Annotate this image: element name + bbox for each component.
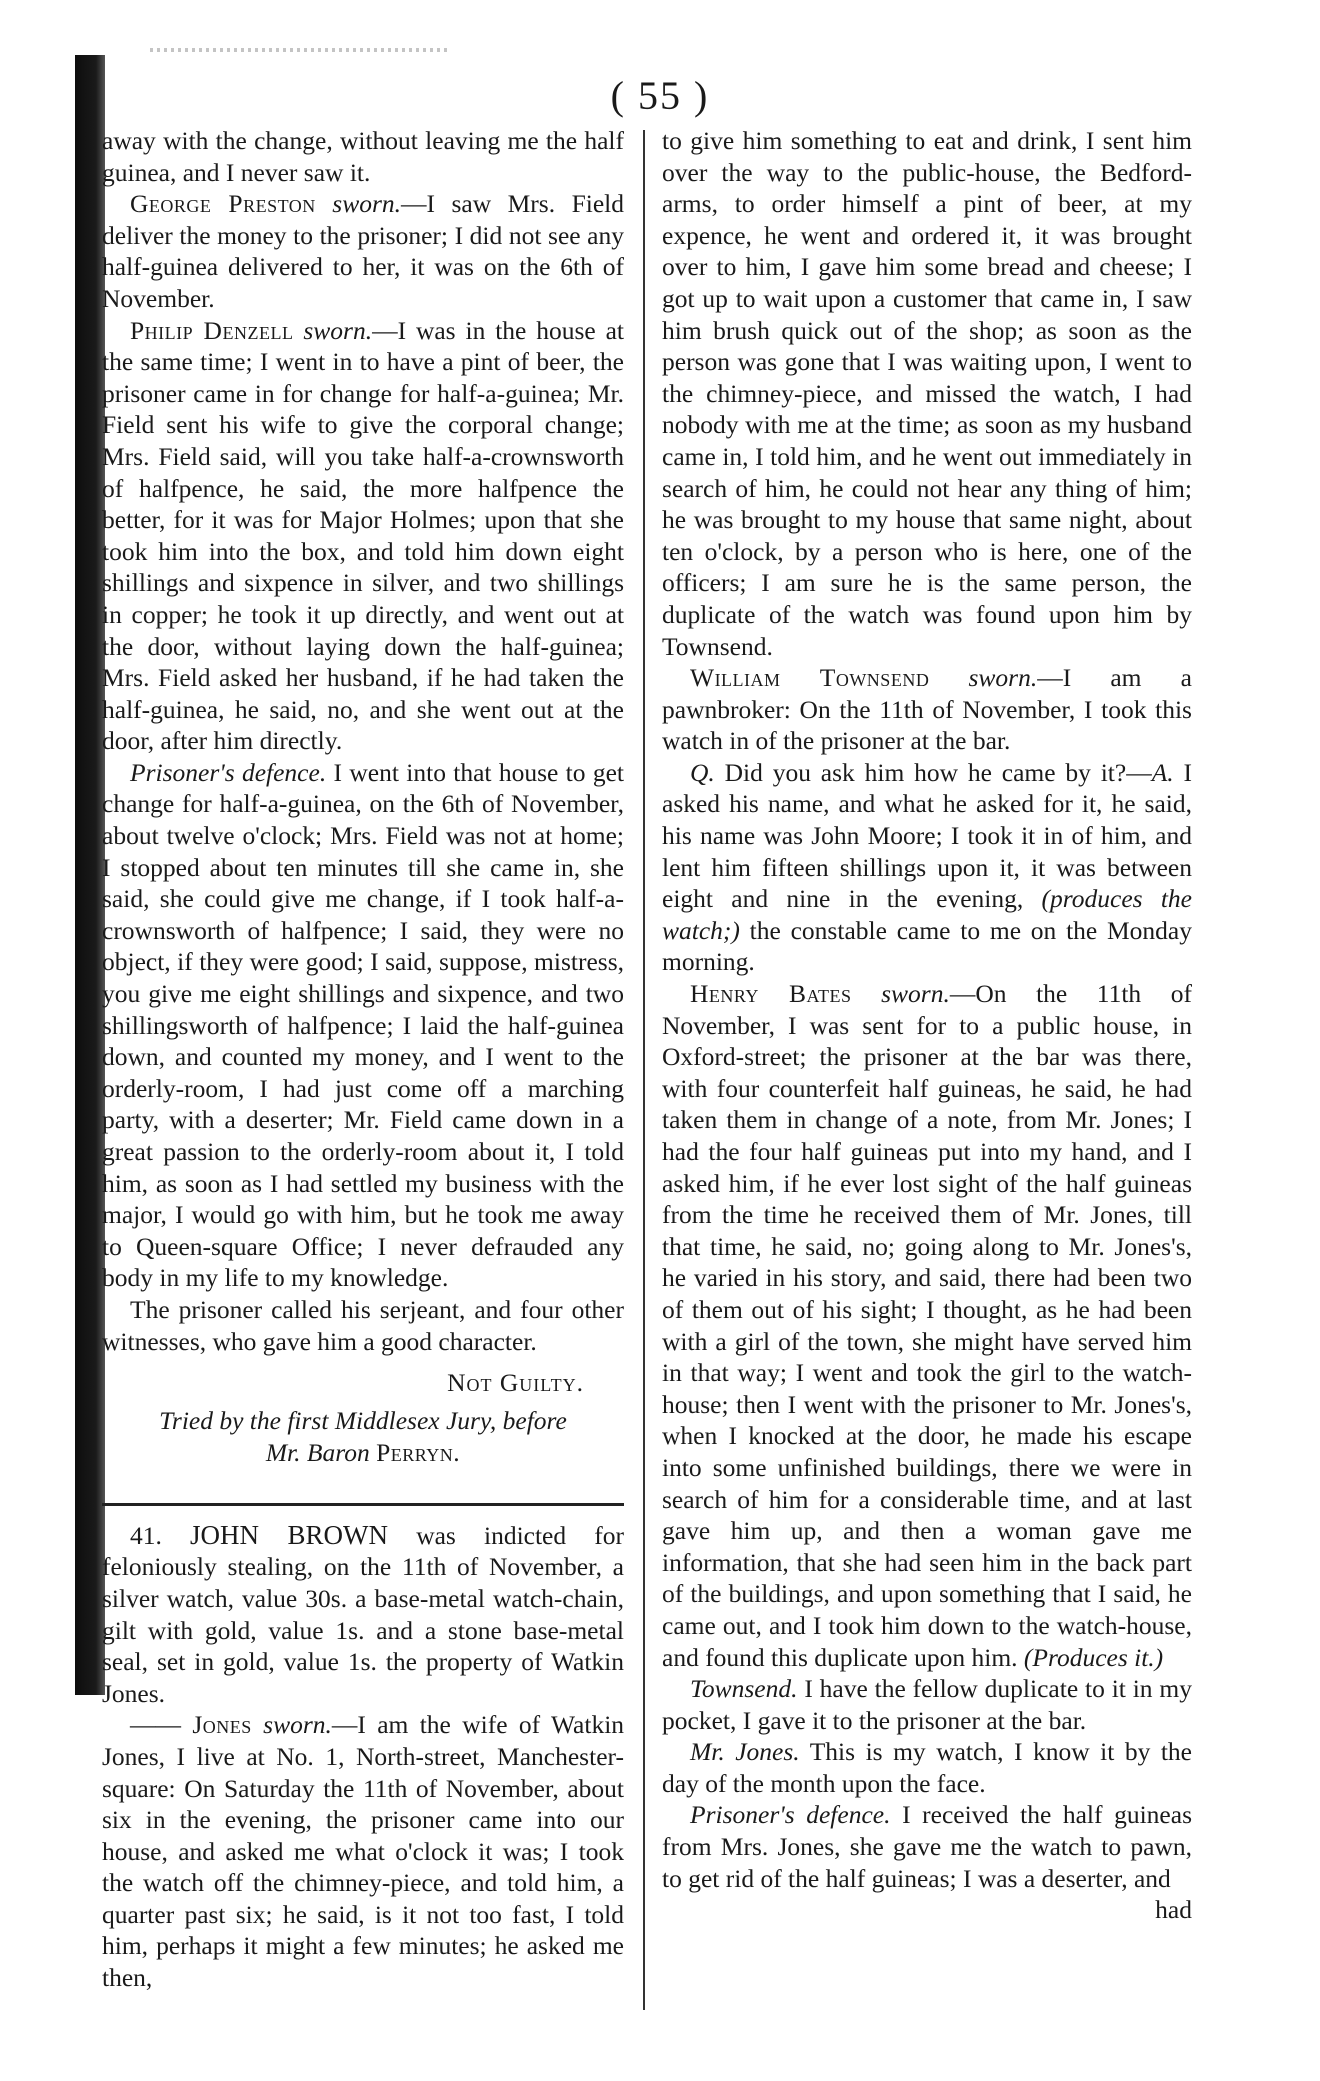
answer-tail: the constable came to me on the Monday morning. xyxy=(662,915,1192,977)
paragraph: away with the change, without leaving me the half guinea, and I never saw it. xyxy=(102,126,624,187)
sworn-label: sworn. xyxy=(968,663,1038,693)
trial-line-2-prefix: Mr. Baron xyxy=(265,1437,377,1467)
right-column xyxy=(662,125,1192,1926)
question-text: Did you ask him how he came by it?— xyxy=(714,757,1152,787)
column-divider xyxy=(643,130,645,2010)
dash: —— xyxy=(130,1710,193,1740)
testimony-text: This is my watch, I know it by the day of the month upon the face. xyxy=(662,1737,1192,1798)
paragraph xyxy=(662,662,1192,757)
paragraph xyxy=(102,188,624,314)
paragraph xyxy=(102,757,624,1294)
paragraph xyxy=(662,1673,1192,1736)
defence-text: I received the half guineas from Mrs. Jones, she gave me the watch to pawn, to get rid of the half guineas; I was a deserter, and xyxy=(662,1800,1192,1893)
witness-name: George Preston xyxy=(130,189,316,219)
defence-label: Prisoner's defence. xyxy=(690,1800,891,1830)
sworn-label: sworn. xyxy=(332,189,401,219)
scan-specks xyxy=(150,48,450,52)
defence-label: Prisoner's defence. xyxy=(130,757,327,787)
witness-name: William Townsend xyxy=(690,663,930,693)
testimony-text: I have the fellow duplicate to it in my pocket, I gave it to the prisoner at the bar. xyxy=(662,1674,1192,1735)
answer-text: I asked his name, and what he asked for it, he said, his name was John Moore; I took it in of him, and lent him fifteen shillings upon it, it was between eight and nine in the evening, xyxy=(662,757,1192,914)
testimony-text: —I was in the house at the same time; I went in to have a pint of beer, the prisoner came in for change for half-a-guinea; Mr. Field sent his wife to give the corporal change; Mrs. Field said, will you take half-a-crownsworth of halfpence, he said, the more halfpence the better, for it was for Major Holmes; upon that she took him into the box, and told him down eight shillings and sixpence in silver, and two shillings in copper; he took it up directly, and went out at the door, without laying down the half-guinea; Mrs. Field asked her husband, if he had taken the half-guinea, he said, no, and she went out at the door, after him directly. xyxy=(102,315,625,756)
trial-line xyxy=(102,1405,624,1469)
witness-name: Jones xyxy=(192,1710,252,1740)
paragraph xyxy=(662,1799,1192,1894)
indictment-text: was indicted for feloniously stealing, on the 11th of November, a silver watch, value 30s. a base-metal watch-chain, gilt with gold, value 1s. and a stone base-metal seal, set in gold, value 1s. the property of Watkin Jones. xyxy=(102,1520,624,1708)
trial-line-1: Tried by the first Middlesex Jury, before xyxy=(159,1405,567,1435)
testimony-text: —I am the wife of Watkin Jones, I live at No. 1, North-street, Manchester-square: On Saturday the 11th of November, about six in the evening, the prisoner came into our house, and asked me what o'clock it was; I took the watch off the chimney-piece, and told him, a quarter past six; he said, is it not too fast, I told him, perhaps it might a few minutes; he asked me then, xyxy=(102,1710,625,1993)
witness-name: Philip Denzell xyxy=(130,315,294,345)
section-rule xyxy=(102,1503,624,1506)
question-label: Q. xyxy=(690,757,715,787)
binding-edge xyxy=(75,55,105,1695)
defence-text: I went into that house to get change for half-a-guinea, on the 6th of November, about twelve o'clock; Mrs. Field was not at home; I stopped about ten minutes till she came in, she said, she could give me change, if I took half-a-crownsworth of halfpence; I said, they were no object, if they were good; I said, suppose, mistress, you give me eight shillings and sixpence, and two shillingsworth of halfpence; I laid the half-guinea down, and counted my money, and I went to the orderly-room, I had just come off a marching party, with a deserter; Mr. Field came down in a great passion to the orderly-room about it, I told him, as soon as I had settled my business with the major, I would go with him, but he took me away to Queen-square Office; I never defrauded any body in my life to my knowledge. xyxy=(102,757,625,1293)
testimony-text: —I saw Mrs. Field deliver the money to the prisoner; I did not see any half-guinea delivered to her, it was on the 6th of November. xyxy=(102,189,624,313)
defendant-name: JOHN BROWN xyxy=(190,1519,389,1550)
paragraph: to give him something to eat and drink, I sent him over the way to the public-house, the Bedford-arms, to order himself a pint of beer, at my expence, he went and ordered it, it was brought over to him, I gave him some bread and cheese; I got up to wait upon a customer that came in, I saw him brush quick out of the shop; as soon as the person was gone that I was waiting upon, I went to the chimney-piece, and missed the watch, I had nobody with me at the time; as soon as my husband came in, I told him, and he went out immediately in search of him, he could not hear any thing of him; he was brought to my house that same night, about ten o'clock, by a person who is here, one of the officers; I am sure he is the same person, the duplicate of the watch was found upon him by Townsend. xyxy=(662,126,1192,661)
case-number: 41. xyxy=(130,1520,162,1550)
paragraph xyxy=(662,757,1192,978)
paragraph xyxy=(662,1736,1192,1799)
sworn-label: sworn. xyxy=(303,315,373,345)
paragraph xyxy=(102,315,624,757)
stage-direction: (Produces it.) xyxy=(1023,1642,1164,1672)
page-number: ( 55 ) xyxy=(610,73,710,118)
answer-label: A. xyxy=(1151,757,1174,787)
testimony-text: —I am a pawnbroker: On the 11th of November, I took this watch in of the prisoner at the bar. xyxy=(662,663,1192,756)
testimony-text: —On the 11th of November, I was sent for to a public house, in Oxford-street; the prisoner at the bar was there, with four counterfeit half guineas, he said, he had taken them in change of a note, from Mr. Jones; I had the four half guineas put into my hand, and I asked him, if he ever lost sight of the half guineas from the time he received them of Mr. Jones, till that time, he said, no; going along to Mr. Jones's, he varied in his story, and said, there had been two of them out of his sight; I thought, as he had been with a girl of the town, she might have served him in that way; I went and took the girl to the watch-house; then I went with the prisoner to Mr. Jones's, when I knocked at the door, he made his escape into some unfinished buildings, there we were in search of him for a considerable time, and at last gave him up, and then a woman gave me information, that she had seen him in the back part of the buildings, and upon something that I said, he came out, and I took him down to the watch-house, and found this duplicate upon him. xyxy=(662,979,1193,1672)
judge-name: Perryn. xyxy=(376,1437,461,1467)
sworn-label: sworn. xyxy=(881,979,950,1009)
catchword: had xyxy=(1155,1895,1192,1925)
paragraph xyxy=(662,978,1192,1673)
witness-name: Townsend. xyxy=(690,1674,798,1704)
verdict: Not Guilty. xyxy=(447,1368,584,1398)
witness-name: Mr. Jones. xyxy=(690,1737,800,1767)
case-paragraph xyxy=(102,1520,624,1710)
sworn-label: sworn. xyxy=(263,1710,332,1740)
stage-direction: (produces the watch;) xyxy=(662,884,1193,945)
paragraph xyxy=(102,1709,624,1993)
left-column xyxy=(102,125,624,1994)
paragraph: The prisoner called his serjeant, and four other witnesses, who gave him a good character. xyxy=(102,1294,624,1356)
witness-name: Henry Bates xyxy=(690,979,852,1009)
